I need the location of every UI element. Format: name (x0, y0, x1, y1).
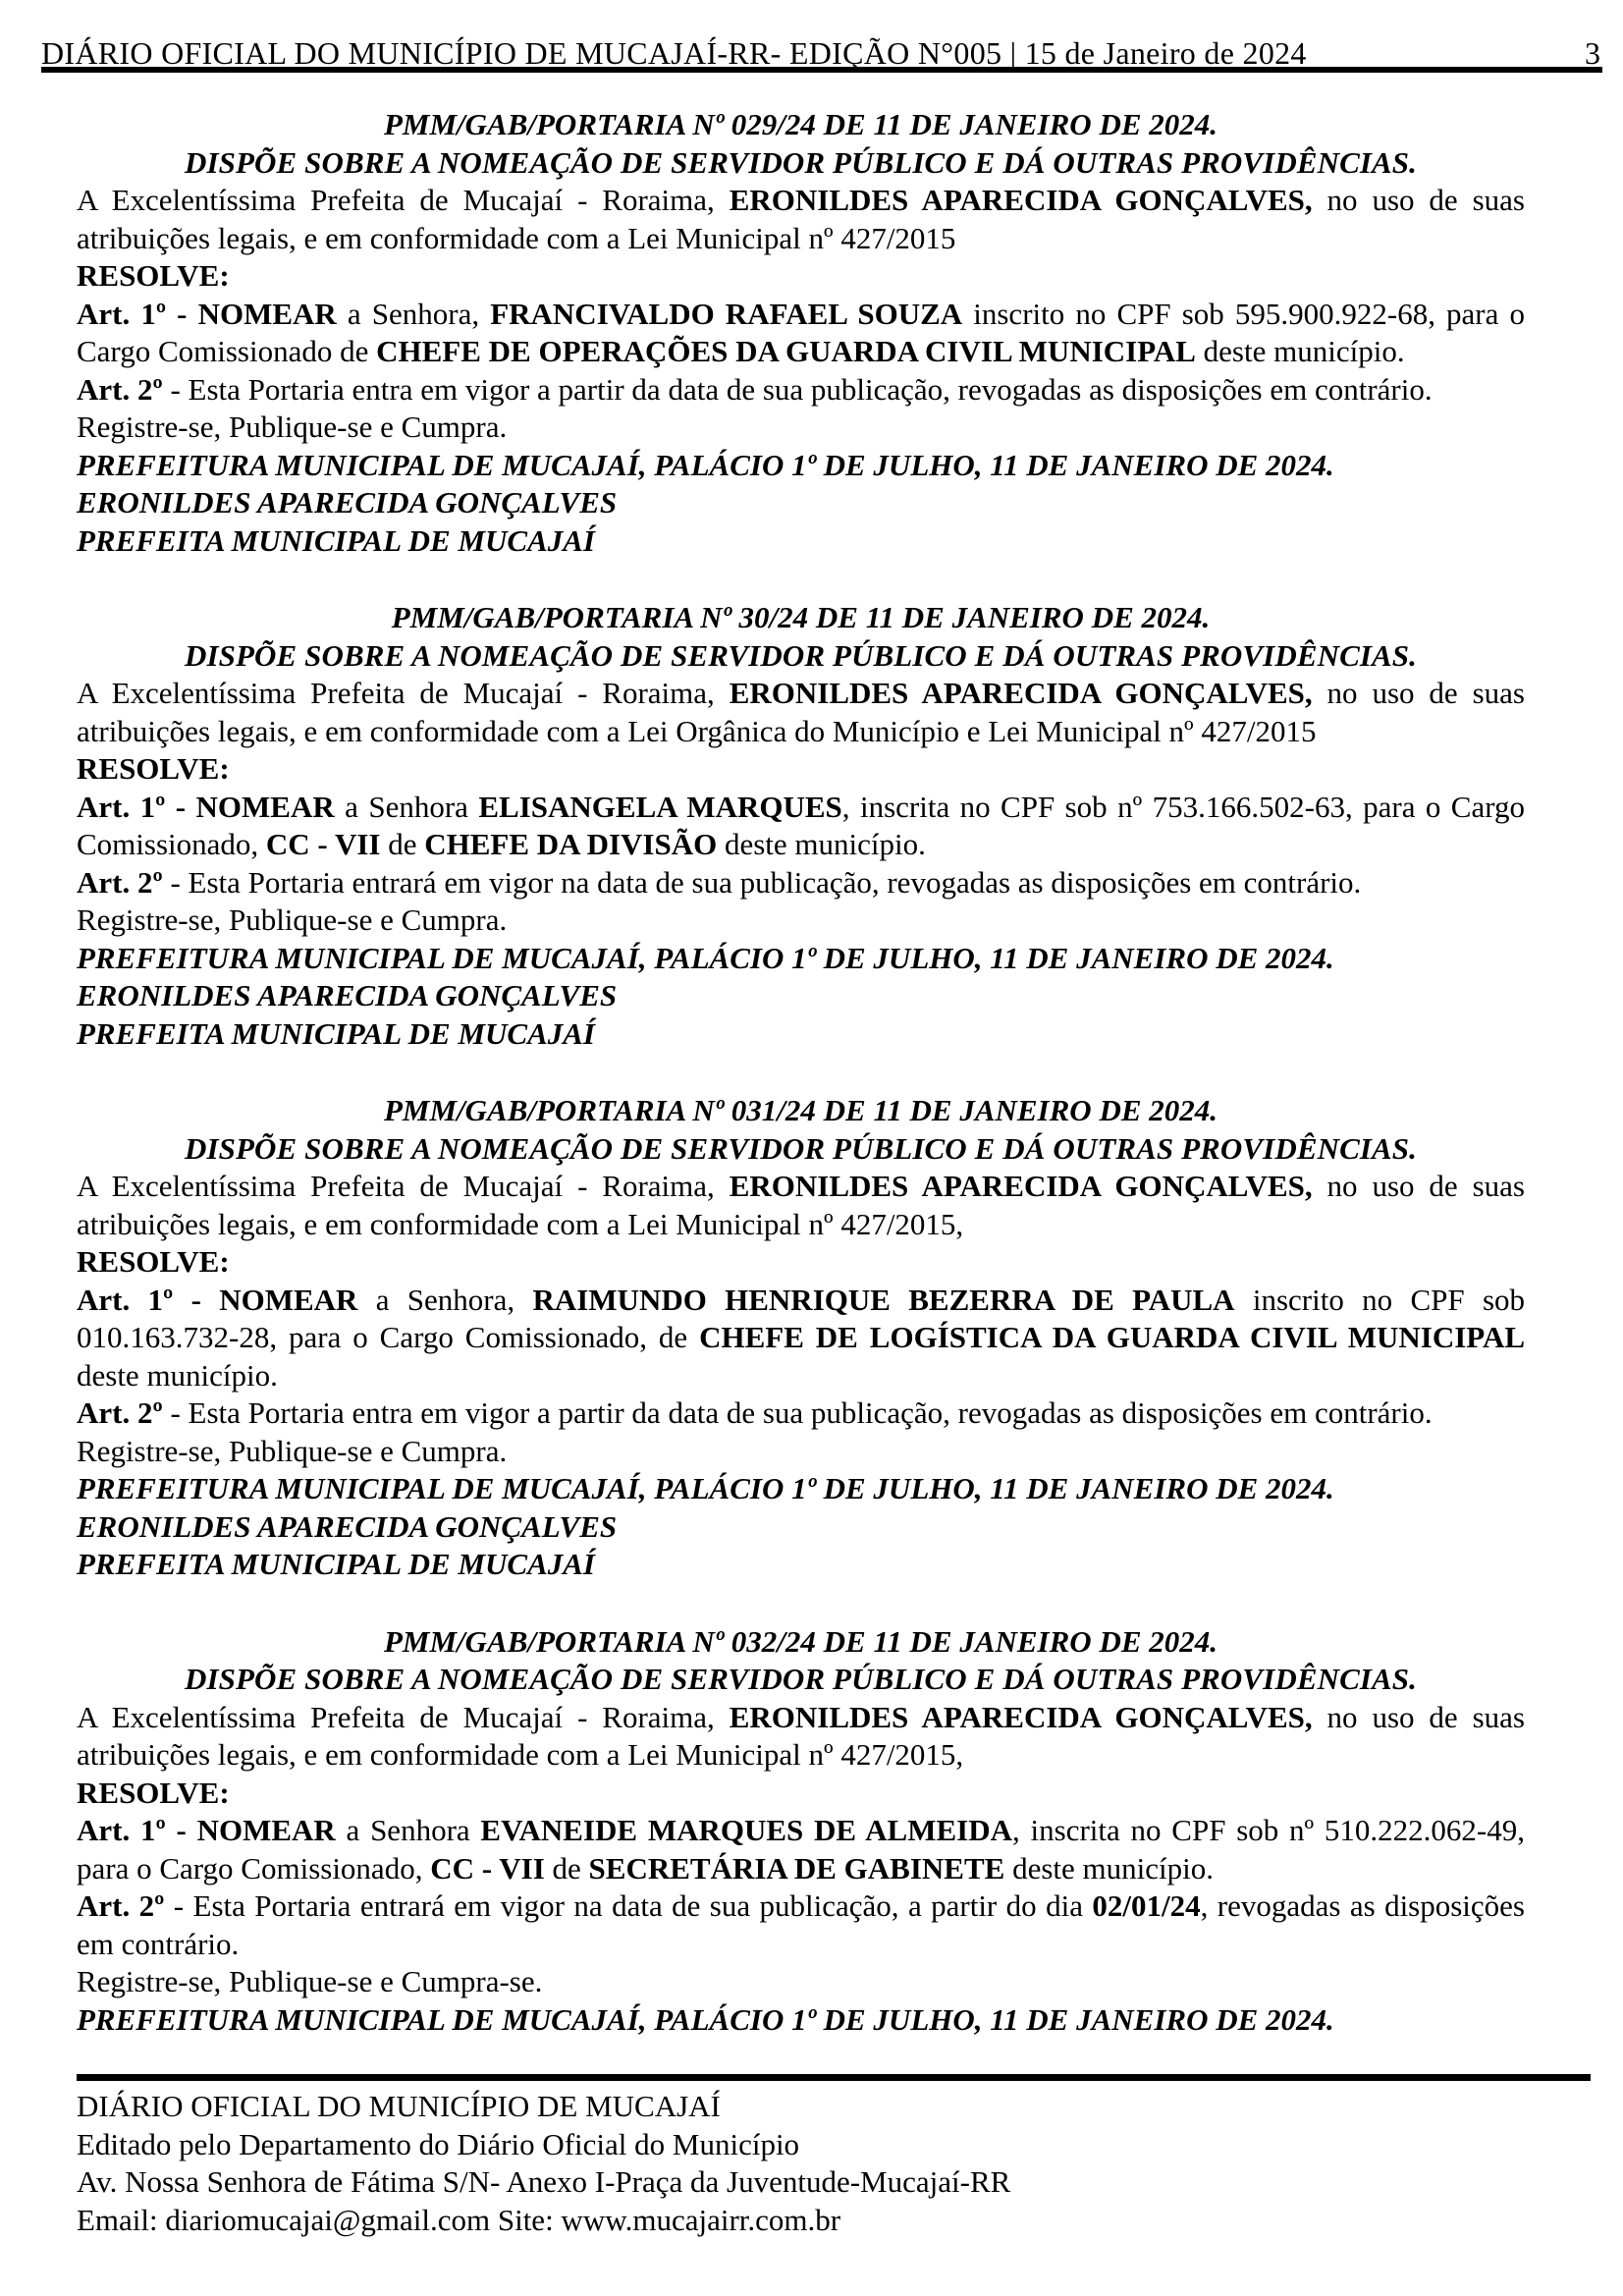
appointee-name: RAIMUNDO HENRIQUE BEZERRA DE PAULA (532, 1282, 1235, 1317)
prefeita-name: ERONILDES APARECIDA GONÇALVES, (729, 1699, 1313, 1734)
intro-text: A Excelentíssima Prefeita de Mucajaí - Roraima, (77, 1699, 730, 1734)
portaria-title: PMM/GAB/PORTARIA Nº 031/24 DE 11 DE JANEIRO DE 2024. (383, 1093, 1218, 1127)
appointee-name: FRANCIVALDO RAFAEL SOUZA (490, 296, 963, 331)
effective-date: 02/01/24 (1092, 1888, 1201, 1923)
article-text: - Esta Portaria entrará em vigor na data de sua publicação, a partir do dia (164, 1888, 1093, 1923)
footer-title: DIÁRIO OFICIAL DO MUNICÍPIO DE MUCAJAÍ (77, 2089, 721, 2123)
intro-text: no uso de suas atribuições legais, e em conformidade com a Lei Municipal nº 427/2015 (77, 183, 1525, 255)
article-text: inscrito no CPF sob 595.900.922-68, para o Cargo Comissionado de (77, 296, 1525, 368)
portaria-subject: DISPÕE SOBRE A NOMEAÇÃO DE SERVIDOR PÚBLICO E DÁ OUTRAS PROVIDÊNCIAS. (185, 1662, 1417, 1696)
page-footer (77, 2088, 1010, 2239)
closing-line: Registre-se, Publique-se e Cumpra. (77, 410, 508, 444)
intro-paragraph (77, 1168, 1525, 1243)
intro-paragraph (77, 1699, 1525, 1775)
footer-editor: Editado pelo Departamento do Diário Oficial do Município (77, 2126, 800, 2161)
article-label: Art. 2º (77, 1888, 165, 1923)
palace-line: PREFEITURA MUNICIPAL DE MUCAJAÍ, PALÁCIO 1º DE JULHO, 11 DE JANEIRO DE 2024. (77, 940, 1334, 975)
intro-text: no uso de suas atribuições legais, e em conformidade com a Lei Orgânica do Município e Lei Municipal nº 427/2015 (77, 676, 1525, 748)
intro-text: no uso de suas atribuições legais, e em conformidade com a Lei Municipal nº 427/2015, (77, 1699, 1525, 1772)
intro-paragraph (77, 182, 1525, 257)
intro-paragraph (77, 675, 1525, 750)
article-text: deste município. (717, 827, 926, 861)
resolve-label: RESOLVE: (77, 258, 230, 293)
article-2 (77, 1394, 1525, 1433)
signer-role: PREFEITA MUNICIPAL DE MUCAJAÍ (77, 1015, 595, 1051)
article-label: Art. 2º (77, 371, 163, 407)
article-label: Art. 1º - NOMEAR (77, 296, 337, 331)
portaria-title: PMM/GAB/PORTARIA Nº 30/24 DE 11 DE JANEIRO DE 2024. (391, 600, 1211, 634)
article-1 (77, 1282, 1525, 1395)
article-text: , inscrita no CPF sob nº 510.222.062-49, para o Cargo Comissionado, (77, 1813, 1525, 1886)
article-text: deste município. (1004, 1850, 1214, 1886)
prefeita-name: ERONILDES APARECIDA GONÇALVES, (729, 676, 1313, 710)
signer-name: ERONILDES APARECIDA GONÇALVES (77, 1508, 618, 1544)
role-name: CHEFE DE LOGÍSTICA DA GUARDA CIVIL MUNICIPAL (699, 1320, 1526, 1354)
article-label: Art. 2º (77, 1395, 163, 1430)
signer-name: ERONILDES APARECIDA GONÇALVES (77, 485, 618, 519)
palace-line: PREFEITURA MUNICIPAL DE MUCAJAÍ, PALÁCIO 1º DE JULHO, 11 DE JANEIRO DE 2024. (77, 2001, 1334, 2037)
footer-contact: Email: diariomucajai@gmail.com Site: www.mucajairr.com.br (77, 2202, 841, 2237)
article-2 (77, 864, 1525, 902)
intro-text: A Excelentíssima Prefeita de Mucajaí - Roraima, (77, 676, 730, 710)
article-text: a Senhora, (357, 1282, 533, 1317)
palace-line: PREFEITURA MUNICIPAL DE MUCAJAÍ, PALÁCIO 1º DE JULHO, 11 DE JANEIRO DE 2024. (77, 1471, 1334, 1505)
cc-level: CC - VII (430, 1850, 545, 1886)
role-name: CHEFE DE OPERAÇÕES DA GUARDA CIVIL MUNICIPAL (376, 334, 1196, 368)
article-2 (77, 371, 1525, 410)
prefeita-name: ERONILDES APARECIDA GONÇALVES, (729, 183, 1313, 217)
portaria-subject: DISPÕE SOBRE A NOMEAÇÃO DE SERVIDOR PÚBLICO E DÁ OUTRAS PROVIDÊNCIAS. (185, 637, 1417, 673)
portaria-title: PMM/GAB/PORTARIA Nº 032/24 DE 11 DE JANEIRO DE 2024. (383, 1623, 1218, 1659)
article-text: a Senhora (334, 789, 479, 824)
closing-line: Registre-se, Publique-se e Cumpra. (77, 902, 508, 937)
palace-line: PREFEITURA MUNICIPAL DE MUCAJAÍ, PALÁCIO 1º DE JULHO, 11 DE JANEIRO DE 2024. (77, 447, 1334, 482)
article-text: - Esta Portaria entra em vigor a partir da data de sua publicação, revogadas as disposições em contrário. (162, 371, 1433, 407)
article-1 (77, 296, 1525, 371)
footer-address: Av. Nossa Senhora de Fátima S/N- Anexo I-Praça da Juventude-Mucajaí-RR (77, 2164, 1011, 2199)
intro-text: A Excelentíssima Prefeita de Mucajaí - Roraima, (77, 183, 730, 217)
resolve-label: RESOLVE: (77, 1775, 230, 1810)
article-1 (77, 789, 1525, 864)
closing-line: Registre-se, Publique-se e Cumpra-se. (77, 1964, 543, 1998)
intro-text: no uso de suas atribuições legais, e em conformidade com a Lei Municipal nº 427/2015, (77, 1169, 1525, 1241)
resolve-label: RESOLVE: (77, 1244, 230, 1279)
document-body (77, 106, 1525, 2039)
article-text: , inscrita no CPF sob nº 753.166.502-63, para o Cargo Comissionado, (77, 789, 1525, 861)
article-label: Art. 1º - NOMEAR (77, 789, 335, 824)
page-header (41, 29, 1602, 73)
cc-level: CC - VII (265, 827, 381, 861)
article-text: de (544, 1850, 589, 1886)
article-text: inscrito no CPF sob 010.163.732-28, para o Cargo Comissionado, de (77, 1282, 1526, 1354)
role-name: CHEFE DA DIVISÃO (424, 827, 718, 861)
page-number: 3 (1585, 35, 1600, 71)
signer-role: PREFEITA MUNICIPAL DE MUCAJAÍ (77, 522, 595, 558)
article-text: de (380, 827, 425, 861)
appointee-name: ELISANGELA MARQUES (478, 789, 842, 824)
signer-role: PREFEITA MUNICIPAL DE MUCAJAÍ (77, 1547, 595, 1581)
article-text: a Senhora, (336, 296, 491, 331)
portaria-029 (77, 106, 1525, 560)
article-text: - Esta Portaria entrará em vigor na data de sua publicação, revogadas as disposições em contrário. (162, 864, 1362, 900)
article-2 (77, 1887, 1525, 1963)
resolve-label: RESOLVE: (77, 751, 230, 786)
article-text: - Esta Portaria entra em vigor a partir da data de sua publicação, revogadas as disposições em contrário. (162, 1395, 1433, 1430)
article-text: a Senhora (335, 1813, 481, 1847)
portaria-032 (77, 1623, 1525, 2040)
intro-text: A Excelentíssima Prefeita de Mucajaí - Roraima, (77, 1169, 730, 1203)
article-text: , revogadas as disposições em contrário. (77, 1888, 1525, 1961)
portaria-title: PMM/GAB/PORTARIA Nº 029/24 DE 11 DE JANEIRO DE 2024. (383, 107, 1218, 141)
prefeita-name: ERONILDES APARECIDA GONÇALVES, (729, 1169, 1313, 1203)
article-text: deste município. (77, 1357, 278, 1393)
signer-name: ERONILDES APARECIDA GONÇALVES (77, 978, 618, 1012)
article-label: Art. 1º - NOMEAR (77, 1282, 358, 1317)
header-title: DIÁRIO OFICIAL DO MUNICÍPIO DE MUCAJAÍ-RR- EDIÇÃO N°005 | 15 de Janeiro de 2024 (41, 35, 1307, 71)
article-1 (77, 1812, 1525, 1887)
article-label: Art. 1º - NOMEAR (77, 1813, 336, 1847)
portaria-subject: DISPÕE SOBRE A NOMEAÇÃO DE SERVIDOR PÚBLICO E DÁ OUTRAS PROVIDÊNCIAS. (185, 1130, 1417, 1166)
portaria-030 (77, 599, 1525, 1053)
portaria-subject: DISPÕE SOBRE A NOMEAÇÃO DE SERVIDOR PÚBLICO E DÁ OUTRAS PROVIDÊNCIAS. (185, 144, 1417, 180)
footer-divider (77, 2074, 1591, 2081)
article-text: deste município. (1195, 334, 1405, 368)
closing-line: Registre-se, Publique-se e Cumpra. (77, 1433, 508, 1468)
appointee-name: EVANEIDE MARQUES DE ALMEIDA (480, 1813, 1013, 1847)
portaria-031 (77, 1092, 1525, 1584)
role-name: SECRETÁRIA DE GABINETE (588, 1850, 1005, 1886)
article-label: Art. 2º (77, 864, 163, 900)
